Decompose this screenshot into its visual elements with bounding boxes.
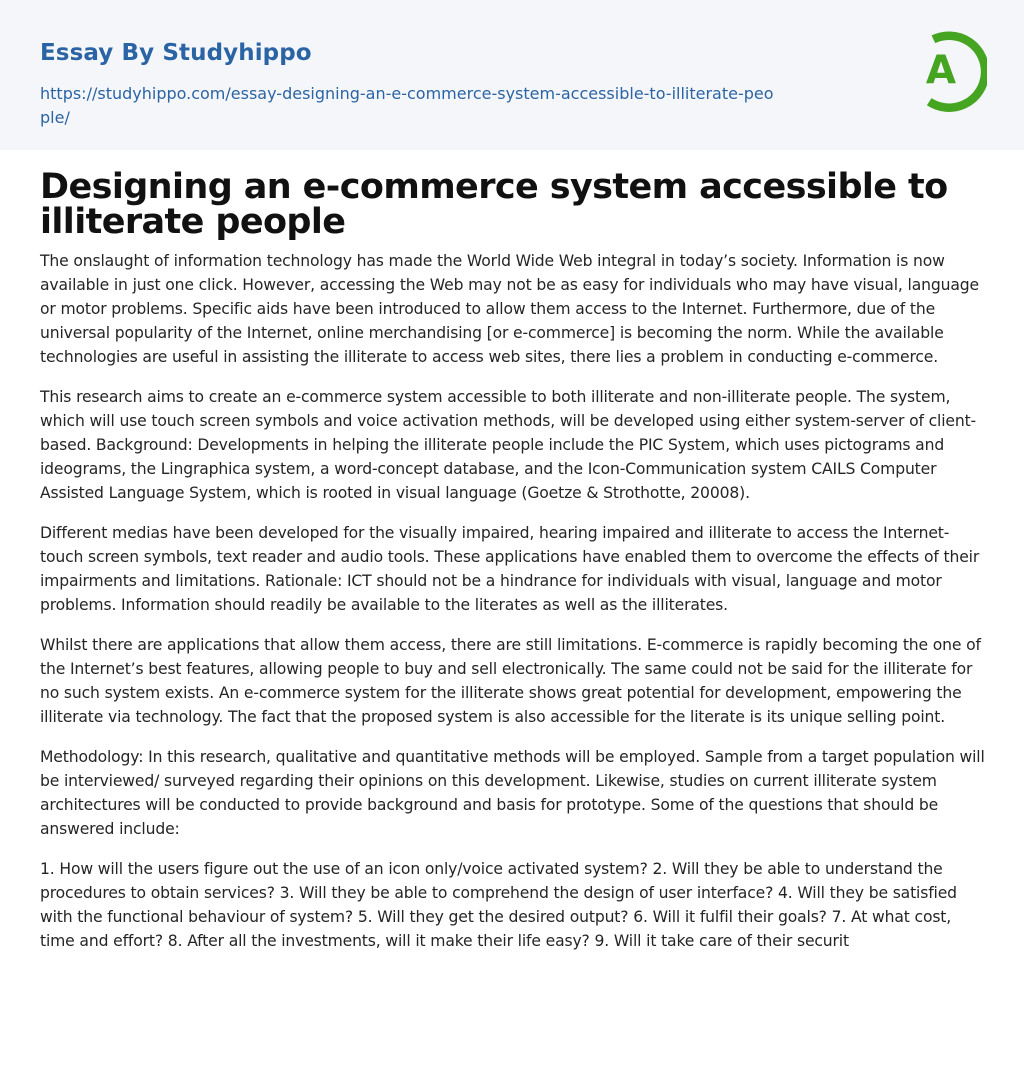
essay-title: Designing an e-commerce system accessible to illiterate people [40,167,948,242]
site-brand[interactable]: Essay By Studyhippo [40,40,312,66]
essay-url-link[interactable]: https://studyhippo.com/essay-designing-an-e-commerce-system-accessible-to-illiterate-people/ [40,84,774,127]
site-header [0,0,1024,150]
essay-paragraph: The onslaught of information technology has made the World Wide Web integral in today’s society. Information is now available in just one click. However, accessing the Web may not be as easy for individuals who may have visual, language or motor problems. Specific aids have been introduced to allow them access to the Internet. Furthermore, due of the universal popularity of the Internet, online merchandising [or e-commerce] is becoming the norm. While the available technologies are useful in assisting the illiterate to access web sites, there lies a problem in conducting e-commerce. [40,252,979,366]
essay-paragraph: 1. How will the users figure out the use of an icon only/voice activated system? 2. Will they be able to understand the procedures to obtain services? 3. Will they be able to comprehend the design of user interface? 4. Will they be satisfied with the functional behaviour of system? 5. Will they get the desired output? 6. Will it fulfil their goals? 7. At what cost, time and effort? 8. After all the investments, will it make their life easy? 9. Will it take care of their securit [40,860,957,950]
essay-body [40,249,990,969]
essay-paragraph: This research aims to create an e-commerce system accessible to both illiterate and non-illiterate people. The system, which will use touch screen symbols and voice activation methods, will be developed using either system-server of client-based. Background: Developments in helping the illiterate people include the PIC System, which uses pictograms and ideograms, the Lingraphica system, a word-concept database, and the Icon-Communication system CAILS Computer Assisted Language System, which is rooted in visual language (Goetze & Strothotte, 20008). [40,388,977,502]
essay-paragraph: Methodology: In this research, qualitative and quantitative methods will be employed. Sample from a target population will be interviewed/ surveyed regarding their opinions on this development. Likewise, studies on current illiterate system architectures will be conducted to provide background and basis for prototype. Some of the questions that should be answered include: [40,748,985,838]
studyhippo-logo-icon[interactable] [903,28,987,116]
essay-paragraph: Different medias have been developed for the visually impaired, hearing impaired and illiterate to access the Internet- touch screen symbols, text reader and audio tools. These applications have enabled them to overcome the effects of their impairments and limitations. Rationale: ICT should not be a hindrance for individuals with visual, language and motor problems. Information should readily be available to the literates as well as the illiterates. [40,524,980,614]
logo-letter: A [925,48,957,93]
essay-paragraph: Whilst there are applications that allow them access, there are still limitations. E-commerce is rapidly becoming the one of the Internet’s best features, allowing people to buy and sell electronically. The same could not be said for the illiterate for no such system exists. An e-commerce system for the illiterate shows great potential for development, empowering the illiterate via technology. The fact that the proposed system is also accessible for the literate is its unique selling point. [40,636,981,726]
